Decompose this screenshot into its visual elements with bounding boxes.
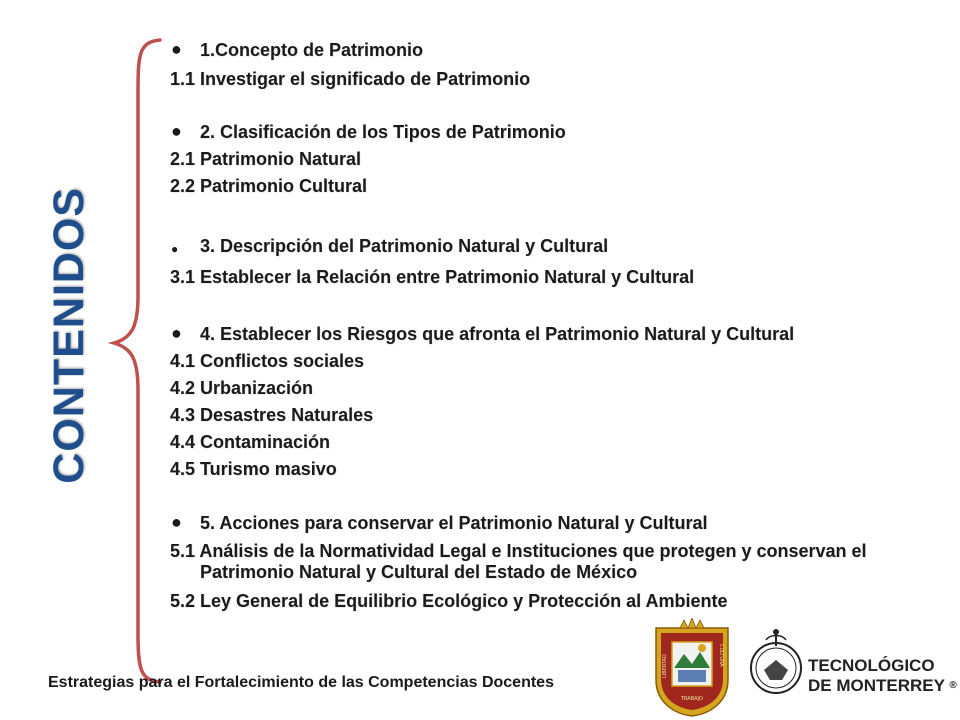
bullet-icon: ● [171, 242, 179, 256]
side-title-text: CONTENIDOS [44, 186, 93, 484]
section-item-4-5: 4.5 Turismo masivo [170, 459, 337, 479]
section-heading-1: 1.Concepto de Patrimonio [200, 40, 424, 60]
section-item-4-2: 4.2 Urbanización [170, 378, 314, 398]
section-item-4-4: 4.4 Contaminación [170, 432, 331, 452]
section-item-5-1: 5.1 Análisis de la Normatividad Legal e Instituciones que protegen y conservan el [170, 541, 867, 561]
section-heading-3: 3. Descripción del Patrimonio Natural y Cultural [200, 236, 609, 256]
section-item-4-1: 4.1 Conflictos sociales [170, 351, 365, 371]
seal-word-right: CULTURA [718, 644, 724, 667]
section-item-3-1: 3.1 Establecer la Relación entre Patrimonio Natural y Cultural [170, 267, 695, 287]
tecnologico-logo-text [808, 656, 957, 696]
section-item-1-1: 1.1 Investigar el significado de Patrimonio [170, 69, 531, 89]
bullet-icon: ● [171, 39, 182, 59]
section-item-2-1: 2.1 Patrimonio Natural [170, 149, 362, 169]
section-item-5-2: 5.2 Ley General de Equilibrio Ecológico y Protección al Ambiente [170, 591, 728, 611]
section-item-5-1-continued: Patrimonio Natural y Cultural del Estado de México [200, 562, 638, 582]
tec-logo-line-2 [808, 676, 957, 696]
bullet-icon: ● [171, 121, 182, 141]
registered-mark: ® [949, 680, 957, 691]
tec-logo-line-1: TECNOLÓGICO [808, 656, 935, 675]
tecnologico-seal-icon [748, 626, 804, 698]
tec-logo-line-2-text: DE MONTERREY [808, 676, 945, 695]
section-heading-5: 5. Acciones para conservar el Patrimonio Natural y Cultural [200, 513, 708, 533]
bullet-icon: ● [171, 512, 182, 532]
section-item-2-2: 2.2 Patrimonio Cultural [170, 176, 368, 196]
section-heading-4: 4. Establecer los Riesgos que afronta el Patrimonio Natural y Cultural [200, 324, 795, 344]
estado-de-mexico-seal-icon [650, 618, 734, 718]
footer-text: Estrategias para el Fortalecimiento de las Competencias Docentes [48, 674, 554, 691]
svg-text:CULTURA [718, 644, 724, 667]
svg-text:TRABAJO [680, 696, 703, 702]
section-item-4-3: 4.3 Desastres Naturales [170, 405, 374, 425]
bullet-icon: ● [171, 323, 182, 343]
seal-word-left: LIBERTAD [662, 654, 668, 678]
seal-word-bottom: TRABAJO [680, 696, 704, 702]
svg-text:LIBERTAD [662, 654, 668, 678]
section-heading-2: 2. Clasificación de los Tipos de Patrimonio [200, 122, 566, 142]
